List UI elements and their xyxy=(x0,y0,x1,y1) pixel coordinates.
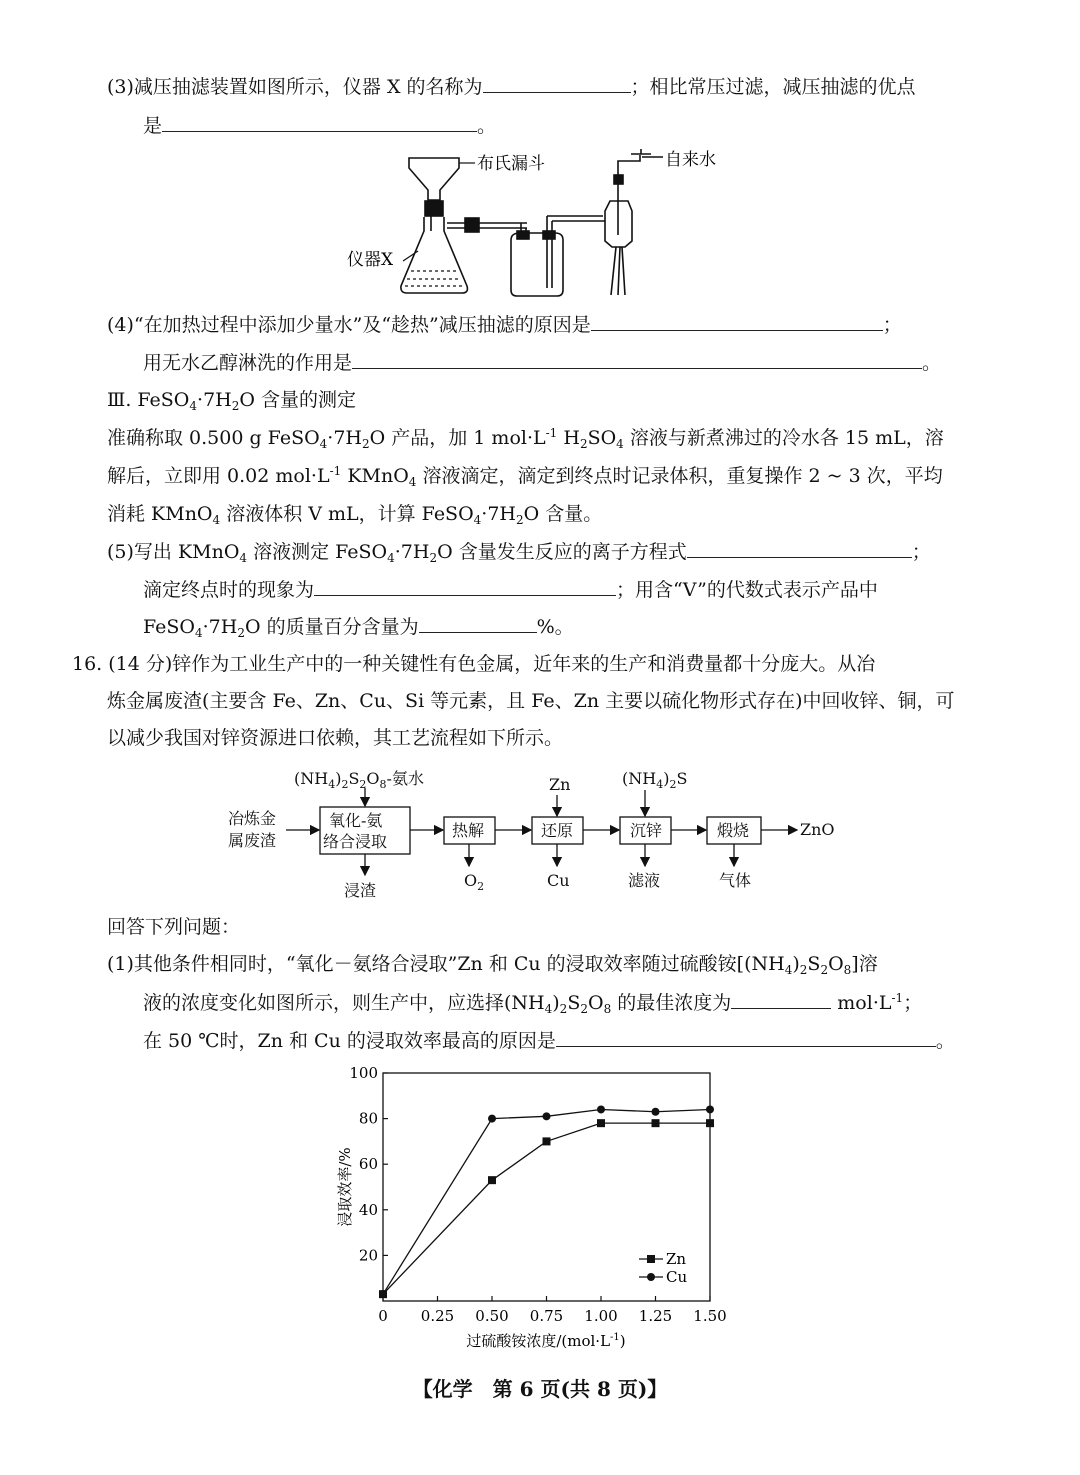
s3-p1-e: SO xyxy=(587,427,617,449)
reagent3-label: $(NH_4)_2S$ xyxy=(622,769,688,791)
q1-blank-concentration[interactable] xyxy=(731,990,831,1009)
q4-text-b: 用无水乙醇淋洗的作用是 xyxy=(143,352,353,374)
s3-p1-m1: -1 xyxy=(545,426,558,440)
q5-l3-d: %。 xyxy=(536,616,574,638)
x-tick-label: 0.50 xyxy=(475,1307,509,1325)
q1-l2-g: ； xyxy=(903,992,923,1014)
out3-label: Cu xyxy=(547,871,570,890)
out4-label: 滤液 xyxy=(628,871,661,890)
s3-p1-c: O 产品，加 1 mol·L xyxy=(369,427,546,449)
x-tick-label: 0 xyxy=(378,1307,388,1325)
zn-reagent-label: Zn xyxy=(549,775,571,794)
s3-p2-a: 解后，立即用 0.02 mol·L xyxy=(107,465,330,487)
q1-l2-d: O xyxy=(587,992,604,1014)
reagent1-label: $(NH_4)_2S_2O_8-$氨水 xyxy=(294,769,424,791)
data-point-zn xyxy=(543,1137,551,1145)
q5-l3-b: ·7H xyxy=(202,616,238,638)
q5-s2: 2 xyxy=(429,551,438,565)
legend-label-zn: Zn xyxy=(666,1250,687,1268)
q3-blank-name[interactable] xyxy=(483,74,631,93)
q5-blank-endpoint[interactable] xyxy=(314,577,616,596)
s3-p3-b: 溶液体积 V mL，计算 FeSO xyxy=(220,503,474,525)
q4-end-b: 。 xyxy=(922,352,942,374)
s3-t-s2: 2 xyxy=(231,399,240,413)
y-tick-label: 100 xyxy=(349,1064,378,1082)
q5-l3-s4: 4 xyxy=(194,626,203,640)
q1-line2 xyxy=(143,990,922,1016)
product-label: ZnO xyxy=(800,820,835,839)
data-point-zn xyxy=(652,1119,660,1127)
data-point-cu xyxy=(706,1105,714,1113)
q3-blank-advantage[interactable] xyxy=(162,113,477,132)
out5-label: 气体 xyxy=(719,871,752,890)
start-label-1: 冶炼金 xyxy=(228,809,277,828)
s3-p3-s4b: 4 xyxy=(473,513,482,527)
s3-p1-a: 准确称取 0.500 g FeSO xyxy=(107,427,320,449)
s3-p1-s4b: 4 xyxy=(616,437,624,451)
s3-p2-m1: -1 xyxy=(329,464,342,478)
q5-line2 xyxy=(143,577,878,603)
q5-line3 xyxy=(143,614,574,640)
legend-label-cu: Cu xyxy=(666,1268,688,1286)
q3-text-c: 是 xyxy=(143,115,163,137)
s3-p1-s2b: 2 xyxy=(579,437,588,451)
y-tick-label: 80 xyxy=(358,1109,378,1128)
s3-t-b: ·7H xyxy=(197,389,232,411)
s3-p1-d: H xyxy=(557,427,580,449)
s3-p3-s4: 4 xyxy=(212,513,221,527)
section3-title xyxy=(107,387,356,413)
data-point-cu xyxy=(488,1115,496,1123)
q5-l2-b: ；用含“V”的代数式表示产品中 xyxy=(616,579,878,601)
s3-p2-b: KMnO xyxy=(341,465,409,487)
start-label-2: 属废渣 xyxy=(228,831,277,850)
out2-label: $O_2$ xyxy=(464,871,485,893)
q1-l2-s8: 8 xyxy=(603,1002,612,1016)
q5-l3-c: O 的质量百分含量为 xyxy=(244,616,419,638)
q4-line2 xyxy=(143,350,941,376)
q1-b: ) xyxy=(792,953,800,975)
q16-line1: 16. (14 分)锌作为工业生产中的一种关键性有色金属，近年来的生产和消费量都十分庞大。从冶 xyxy=(72,653,876,675)
q5-d: O 含量发生反应的离子方程式 xyxy=(437,541,687,563)
data-point-cu xyxy=(543,1112,551,1120)
plot-frame xyxy=(383,1073,710,1301)
s3-p1-s4: 4 xyxy=(319,437,328,451)
q5-blank-percent[interactable] xyxy=(419,614,537,633)
q1-l2-s4: 4 xyxy=(544,1002,553,1016)
box2-label: 热解 xyxy=(452,821,485,840)
section3-p3 xyxy=(107,501,602,527)
data-point-zn xyxy=(597,1119,605,1127)
box3-label: 还原 xyxy=(541,821,574,840)
data-point-cu xyxy=(379,1290,387,1298)
q3-text-a: (3)减压抽滤装置如图所示，仪器 X 的名称为 xyxy=(107,76,483,98)
x-tick-label: 1.50 xyxy=(693,1307,727,1325)
q1-l2-f: mol·L xyxy=(831,992,892,1014)
s3-p3-s2: 2 xyxy=(516,513,524,527)
q5-blank-equation[interactable] xyxy=(687,539,912,558)
q16-line3: 以减少我国对锌资源进口依赖，其工艺流程如下所示。 xyxy=(107,727,564,749)
x-tick-label: 0.75 xyxy=(529,1307,564,1325)
data-point-cu xyxy=(597,1105,605,1113)
q5-s4: 4 xyxy=(239,551,248,565)
q1-d: O xyxy=(828,953,844,975)
q1-line3 xyxy=(143,1028,955,1054)
legend-marker-zn xyxy=(647,1255,655,1263)
funnel-label: 布氏漏斗 xyxy=(477,154,545,174)
y-tick-label: 20 xyxy=(358,1246,378,1265)
q5-s4b: 4 xyxy=(387,551,395,565)
q1-l2-s2b: 2 xyxy=(580,1002,588,1016)
s3-p3-d: O 含量。 xyxy=(523,503,603,525)
legend-marker-cu xyxy=(647,1273,655,1281)
s3-p3-a: 消耗 KMnO xyxy=(107,503,213,525)
q4-blank-ethanol[interactable] xyxy=(352,350,922,369)
q5-line1 xyxy=(107,539,931,565)
q5-b: 溶液测定 FeSO xyxy=(247,541,388,563)
section3-p1 xyxy=(107,425,944,451)
q1-s8: 8 xyxy=(843,963,852,977)
series-line-cu xyxy=(383,1109,710,1294)
q1-l2-b: ) xyxy=(552,992,560,1014)
box1-label-2: 络合浸取 xyxy=(323,832,388,851)
y-tick-label: 40 xyxy=(358,1200,378,1219)
q3-text-d: 。 xyxy=(477,115,497,137)
s3-p2-s4: 4 xyxy=(408,475,417,489)
data-point-zn xyxy=(488,1176,496,1184)
chart-legend xyxy=(639,1250,687,1286)
q4-text-a: (4)“在加热过程中添加少量水”及“趁热”减压抽滤的原因是 xyxy=(107,314,591,336)
s3-p2-c: 溶液滴定，滴定到终点时记录体积，重复操作 2 ~ 3 次，平均 xyxy=(416,465,943,487)
q1-s2: 2 xyxy=(799,963,808,977)
q5-c: ·7H xyxy=(394,541,430,563)
q1-l2-e: 的最佳浓度为 xyxy=(611,992,732,1014)
section3-p2 xyxy=(107,463,943,489)
q4-line1 xyxy=(107,312,902,338)
y-axis-label: 浸取效率/% xyxy=(336,1147,354,1227)
q5-l2-a: 滴定终点时的现象为 xyxy=(143,579,315,601)
q1-c: S xyxy=(807,953,821,975)
y-tick-label: 60 xyxy=(358,1155,378,1174)
q1-blank-reason[interactable] xyxy=(556,1028,936,1047)
q5-l3-a: FeSO xyxy=(143,616,195,638)
q3-text-b: ；相比常压过滤，减压抽滤的优点 xyxy=(630,76,916,98)
vacuum-filtration-apparatus xyxy=(335,143,755,308)
tap-label: 自来水 xyxy=(665,150,716,170)
box4-label: 沉锌 xyxy=(630,821,663,840)
q1-l2-c: S xyxy=(567,992,581,1014)
q3-line2 xyxy=(143,113,496,139)
q16-line2: 炼金属废渣(主要含 Fe、Zn、Cu、Si 等元素，且 Fe、Zn 主要以硫化物形式存在)中回收锌、铜，可 xyxy=(107,690,955,712)
q1-l2-s2: 2 xyxy=(559,1002,568,1016)
q1-l2-m1: -1 xyxy=(891,991,904,1005)
q1-s2b: 2 xyxy=(820,963,829,977)
out1-label: 浸渣 xyxy=(344,881,377,900)
flask-label: 仪器X xyxy=(347,250,394,270)
q4-blank-reason[interactable] xyxy=(591,312,883,331)
box5-label: 煅烧 xyxy=(717,821,750,840)
x-axis-label: 过硫酸铵浓度$/(mol\cdot L^{-1})$ xyxy=(466,1332,626,1350)
page-footer: 【化学 第 6 页(共 8 页)】 xyxy=(412,1377,668,1401)
data-point-zn xyxy=(706,1119,714,1127)
x-tick-label: 1.00 xyxy=(584,1307,618,1325)
answer-intro: 回答下列问题： xyxy=(107,916,241,938)
x-tick-label: 0.25 xyxy=(420,1307,455,1325)
data-point-cu xyxy=(652,1108,660,1116)
q1-l2-a: 液的浓度变化如图所示，则生产中，应选择(NH xyxy=(143,992,545,1014)
q1-l3-b: 。 xyxy=(935,1030,955,1052)
q4-end-a: ； xyxy=(882,314,902,336)
leaching-efficiency-chart xyxy=(320,1058,740,1358)
series-line-zn xyxy=(383,1123,710,1294)
s3-t-c: O 含量的测定 xyxy=(239,389,356,411)
box1-label-1: 氧化-氨 xyxy=(329,811,383,830)
s3-p3-c: ·7H xyxy=(481,503,516,525)
q1-s4: 4 xyxy=(784,963,793,977)
q5-l3-s2: 2 xyxy=(237,626,245,640)
q5-a: (5)写出 KMnO xyxy=(107,541,240,563)
q3-line1 xyxy=(107,74,916,100)
s3-p1-s2: 2 xyxy=(362,437,370,451)
s3-t-s4: 4 xyxy=(189,399,198,413)
s3-t-a: Ⅲ. FeSO xyxy=(107,389,190,411)
q5-end: ； xyxy=(911,541,931,563)
s3-p1-b: ·7H xyxy=(327,427,362,449)
q1-line1 xyxy=(107,951,878,977)
q1-a: (1)其他条件相同时，“氧化－氨络合浸取”Zn 和 Cu 的浸取效率随过硫酸铵[(NH xyxy=(107,953,785,975)
process-flow-diagram xyxy=(220,762,860,907)
q1-e: ]溶 xyxy=(851,953,878,975)
s3-p1-f: 溶液与新煮沸过的冷水各 15 mL，溶 xyxy=(623,427,944,449)
x-tick-label: 1.25 xyxy=(638,1307,673,1325)
q1-l3-a: 在 50 ℃时，Zn 和 Cu 的浸取效率最高的原因是 xyxy=(143,1030,556,1052)
